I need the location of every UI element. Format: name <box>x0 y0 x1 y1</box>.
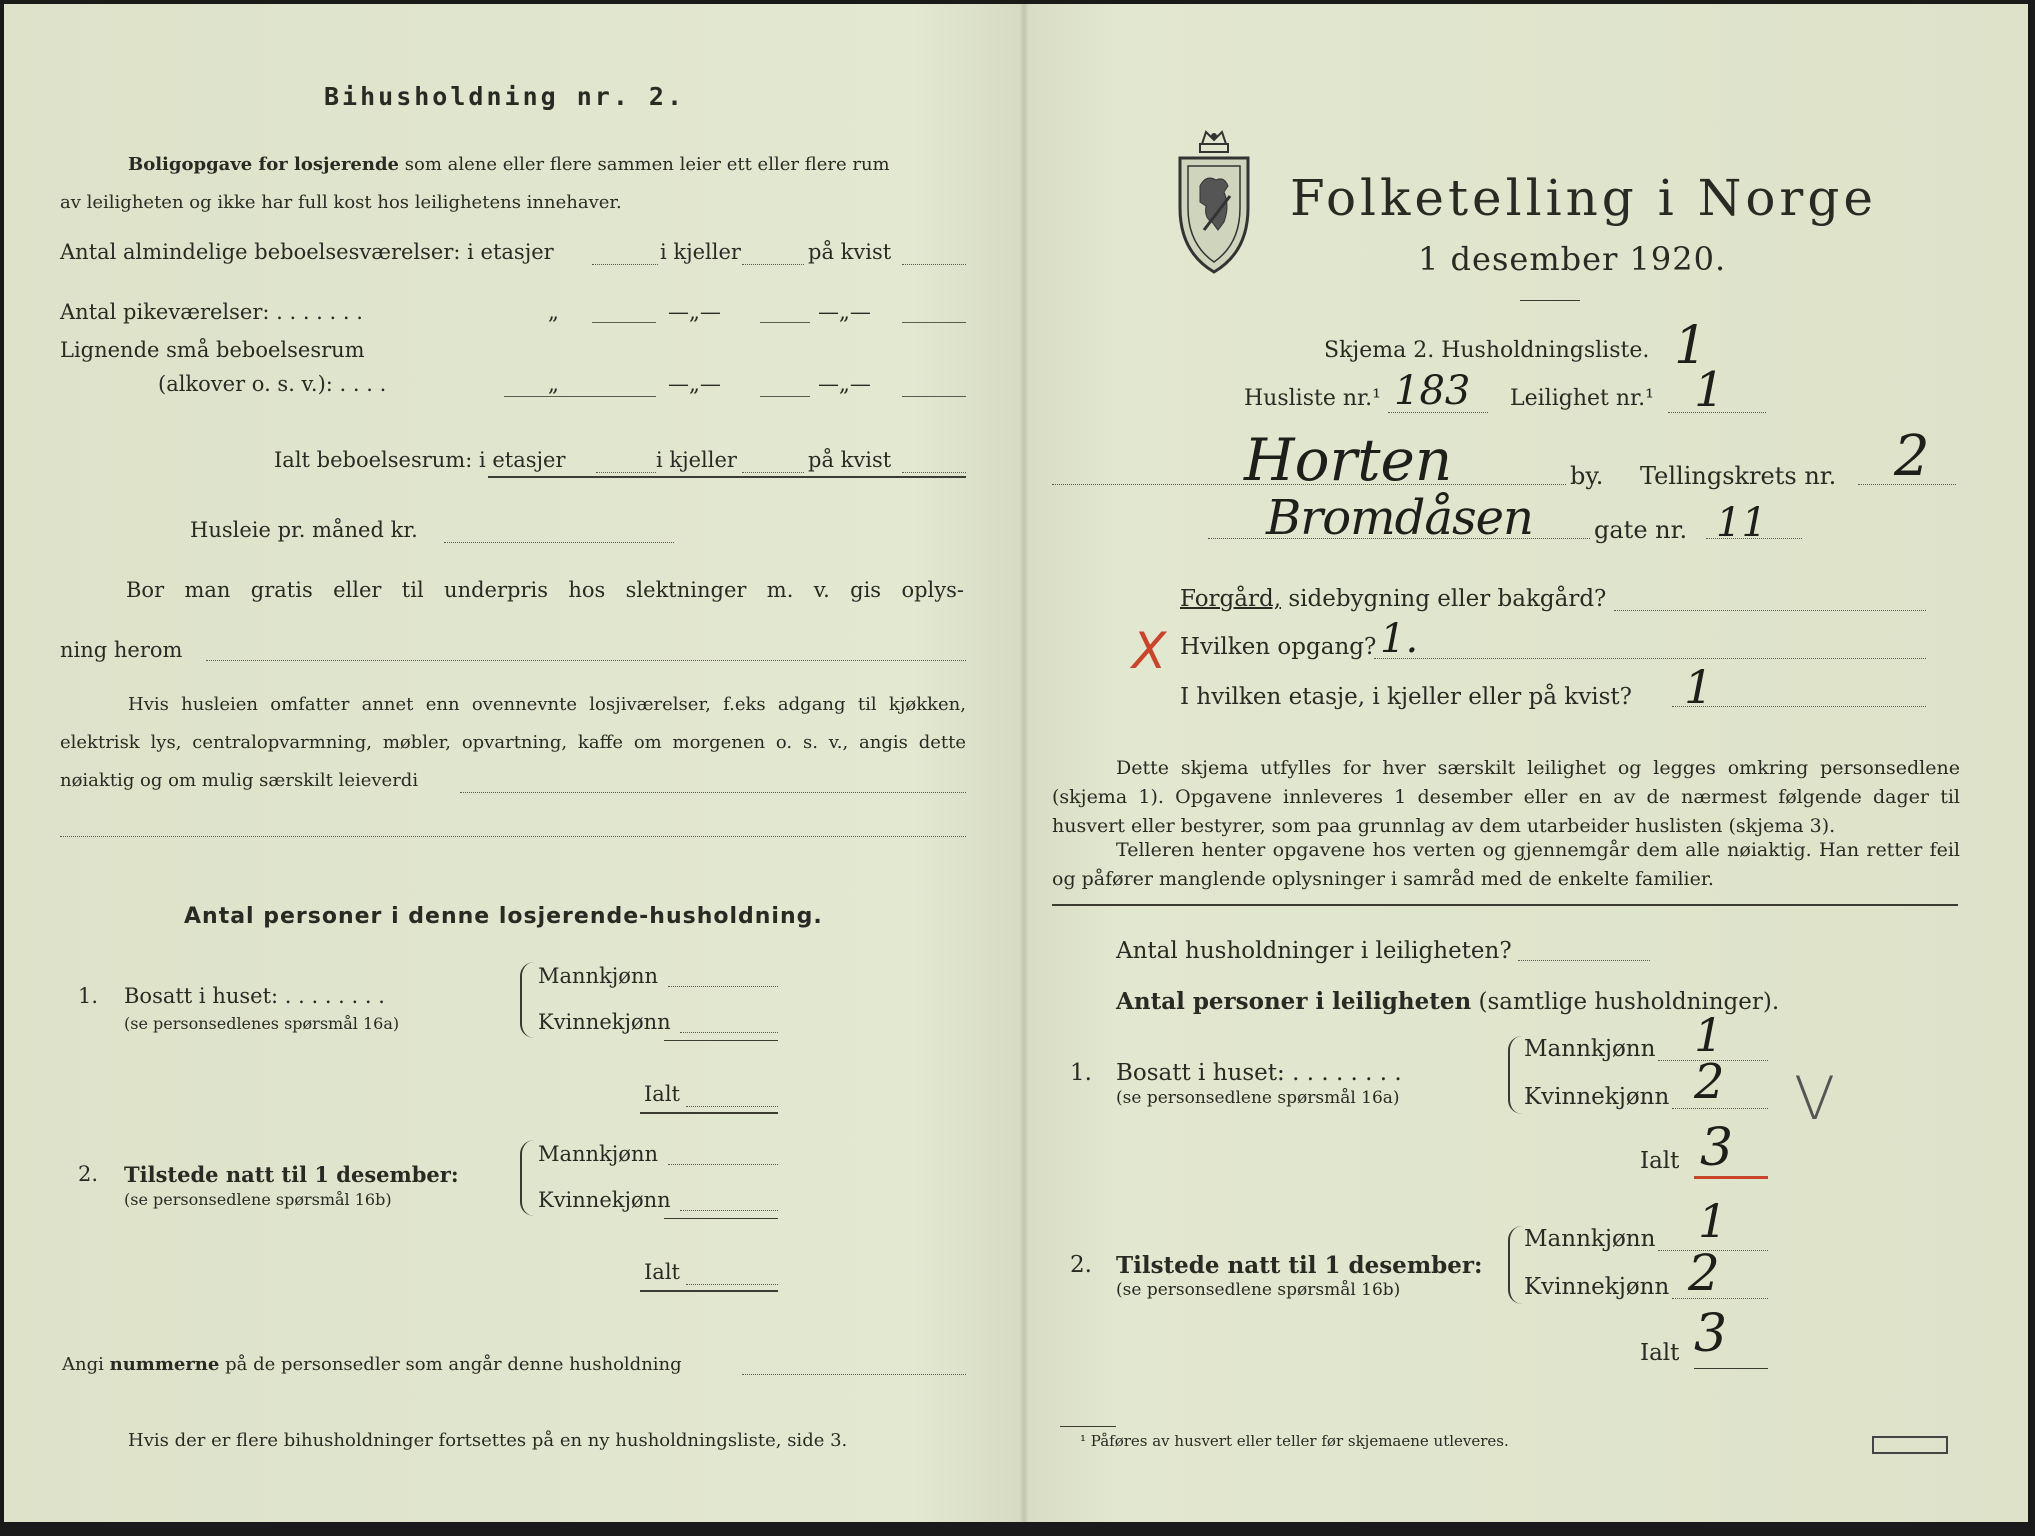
ialt-kjeller-line[interactable] <box>742 472 804 473</box>
right-q1-ialt-red-underline <box>1694 1176 1768 1179</box>
left-q2-ialt-rule <box>640 1290 778 1292</box>
gate-nr-value[interactable]: 11 <box>1716 500 1767 546</box>
right-q2-mann-value[interactable]: 1 <box>1698 1194 1728 1248</box>
forgard-line[interactable] <box>1614 610 1926 611</box>
angi-rest: på de personsedler som angår denne husholdning <box>225 1354 682 1375</box>
right-q2-kvinne-value[interactable]: 2 <box>1688 1244 1720 1302</box>
gratis-line-1: Bor man gratis eller til underpris hos slektninger m. v. gis oplys- <box>126 578 964 602</box>
households-line[interactable] <box>1518 960 1650 961</box>
opgang-value[interactable]: 1. <box>1380 616 1419 662</box>
ialt-kvist-line[interactable] <box>902 472 966 473</box>
right-q1-brace <box>1508 1036 1522 1114</box>
skjema-label: Skjema 2. Husholdningsliste. <box>1324 338 1650 363</box>
angi-bold: nummerne <box>109 1354 220 1375</box>
small-ditto-kjeller: —„— <box>668 372 721 396</box>
right-q1-kvinne-label: Kvinnekjønn <box>1524 1084 1670 1110</box>
leilighet-label: Leilighet nr.¹ <box>1510 386 1654 411</box>
intro-line-2: av leiligheten og ikke har full kost hos leilighetens innehaver. <box>60 192 622 213</box>
small-kjeller-line[interactable] <box>760 396 810 397</box>
rooms-kvist: på kvist <box>808 240 892 264</box>
right-q2-kvinne-label: Kvinnekjønn <box>1524 1274 1670 1300</box>
rooms-kjeller: i kjeller <box>660 240 741 264</box>
krets-value[interactable]: 2 <box>1894 424 1930 489</box>
krets-label: Tellingskrets nr. <box>1640 462 1837 490</box>
rent-label: Husleie pr. måned kr. <box>190 518 418 542</box>
etasje-line[interactable] <box>1672 706 1926 707</box>
right-q2-kvinne-line <box>1672 1298 1768 1299</box>
left-q2-kvinne-label: Kvinnekjønn <box>538 1188 671 1212</box>
small-ditto-kvist: —„— <box>818 372 871 396</box>
printer-stamp-icon <box>1872 1436 1948 1454</box>
pike-etasjer-line[interactable] <box>592 322 656 323</box>
ialt-etasjer-line[interactable] <box>596 472 656 473</box>
footnote-rule <box>1060 1426 1116 1427</box>
right-q2-ialt-rule <box>1694 1368 1768 1369</box>
right-q2-sub: (se personsedlene spørsmål 16b) <box>1116 1280 1401 1300</box>
left-q2-ialt-line[interactable] <box>686 1284 778 1285</box>
households-label: Antal husholdninger i leiligheten? <box>1116 938 1512 964</box>
left-persons-heading: Antal personer i denne losjerende-husholdning. <box>184 904 823 929</box>
right-persons-bold: Antal personer i leiligheten <box>1116 988 1472 1015</box>
right-q1-label: Bosatt i huset: . . . . . . . . <box>1116 1060 1402 1086</box>
right-q2-label: Tilstede natt til 1 desember: <box>1116 1252 1483 1279</box>
pike-ditto-kjeller: —„— <box>668 300 721 324</box>
includes-extra-line[interactable] <box>60 836 966 837</box>
pike-kvist-line[interactable] <box>902 322 966 323</box>
instructions-2: Telleren henter opgavene hos verten og gjennemgår dem alle nøiaktig. Han retter feil og påfører manglende oplysninger i samråd med de enkelte familier. <box>1052 839 1960 890</box>
right-q1-sub: (se personsedlene spørsmål 16a) <box>1116 1088 1400 1108</box>
small-rooms-label-1: Lignende små beboelsesrum <box>60 338 365 362</box>
intro-bold: Boligopgave for losjerende <box>128 154 400 175</box>
pike-label: Antal pikeværelser: . . . . . . . <box>60 300 363 324</box>
by-line <box>1052 484 1566 485</box>
right-q1-num: 1. <box>1070 1060 1092 1086</box>
right-q2-ialt-label: Ialt <box>1640 1340 1680 1366</box>
form-title: Folketelling i Norge <box>1290 169 1877 227</box>
right-q2-ialt-value[interactable]: 3 <box>1694 1304 1728 1364</box>
etasje-label: I hvilken etasje, i kjeller eller på kvist? <box>1180 684 1632 710</box>
title-rule <box>1520 300 1580 301</box>
right-check-mark: V <box>1794 1064 1836 1134</box>
intro-rest: som alene eller flere sammen leier ett eller flere rum <box>404 154 890 175</box>
left-heading: Bihusholdning nr. 2. <box>324 82 686 111</box>
angi-pre: Angi <box>62 1354 104 1375</box>
right-q1-mann-value[interactable]: 1 <box>1694 1008 1724 1062</box>
husliste-line <box>1388 412 1488 413</box>
page-fold <box>1020 4 1028 1522</box>
right-q1-ialt-value[interactable]: 3 <box>1700 1118 1734 1178</box>
by-value[interactable]: Horten <box>1244 426 1453 494</box>
pike-kjeller-line[interactable] <box>760 322 810 323</box>
small-rooms-label-2: (alkover o. s. v.): . . . . <box>158 372 387 396</box>
left-q1-label: Bosatt i huset: . . . . . . . . <box>124 984 385 1008</box>
right-q2-num: 2. <box>1070 1252 1092 1278</box>
right-q2-brace <box>1508 1226 1522 1304</box>
left-q1-sum-rule <box>664 1040 778 1041</box>
husliste-label: Husliste nr.¹ <box>1244 386 1381 411</box>
gate-label: gate nr. <box>1594 516 1688 544</box>
gate-nr-line <box>1706 538 1802 539</box>
gate-value[interactable]: Bromdåsen <box>1266 490 1533 546</box>
left-q2-num: 2. <box>78 1162 99 1186</box>
left-q1-mann-label: Mannkjønn <box>538 964 659 988</box>
angi-field-line[interactable] <box>742 1374 966 1375</box>
skjema-mark: 1 <box>1674 316 1708 376</box>
left-q1-ialt-line[interactable] <box>686 1106 778 1107</box>
left-q1-ialt-rule <box>640 1112 778 1114</box>
includes-line-1: Hvis husleien omfatter annet enn ovennevnte losjiværelser, f.eks adgang til kjøkken, <box>128 694 966 715</box>
rent-line[interactable] <box>444 542 674 543</box>
forgard-row <box>1180 586 1606 614</box>
coat-of-arms-icon <box>1174 126 1254 276</box>
opgang-line[interactable] <box>1374 658 1926 659</box>
right-q1-ialt-label: Ialt <box>1640 1148 1680 1174</box>
angi-line <box>62 1354 682 1376</box>
left-q2-kvinne-line[interactable] <box>680 1210 778 1211</box>
leilighet-value[interactable]: 1 <box>1694 362 1725 418</box>
left-q2-brace <box>520 1140 534 1216</box>
right-q1-mann-label: Mannkjønn <box>1524 1036 1656 1062</box>
left-q1-kvinne-label: Kvinnekjønn <box>538 1010 671 1034</box>
rooms-kjeller-line[interactable] <box>742 264 804 265</box>
includes-line-2: elektrisk lys, centralopvarmning, møbler, opvartning, kaffe om morgenen o. s. v., angis dette <box>60 732 966 753</box>
red-x-mark: X <box>1132 622 1167 680</box>
gate-line <box>1208 538 1590 539</box>
intro-line-1 <box>128 154 890 176</box>
rooms-label: Antal almindelige beboelsesværelser: i etasjer <box>60 240 554 264</box>
includes-line[interactable] <box>460 792 966 793</box>
rooms-etasjer-line[interactable] <box>592 264 658 265</box>
pike-ditto: „ <box>548 300 559 324</box>
gratis-line[interactable] <box>206 660 966 661</box>
left-q1-ialt-label: Ialt <box>644 1082 680 1106</box>
right-q2-mann-label: Mannkjønn <box>1524 1226 1656 1252</box>
ialt-rooms-label: Ialt beboelsesrum: i etasjer <box>274 448 566 472</box>
small-ditto: „ <box>548 372 559 396</box>
etasje-value[interactable]: 1 <box>1684 660 1714 714</box>
left-q2-mann-label: Mannkjønn <box>538 1142 659 1166</box>
left-q1-brace <box>520 962 534 1038</box>
right-q1-kvinne-value[interactable]: 2 <box>1694 1054 1725 1110</box>
left-q1-kvinne-line[interactable] <box>680 1032 778 1033</box>
pike-ditto-kvist: —„— <box>818 300 871 324</box>
ialt-kvist: på kvist <box>808 448 892 472</box>
ialt-kjeller: i kjeller <box>656 448 737 472</box>
left-q2-sum-rule <box>664 1218 778 1219</box>
small-etasjer-line[interactable] <box>504 396 656 397</box>
instructions-rule <box>1052 904 1958 906</box>
rooms-kvist-line[interactable] <box>902 264 966 265</box>
gratis-line-2: ning herom <box>60 638 183 662</box>
by-label: by. <box>1570 462 1604 490</box>
left-q2-sub: (se personsedlene spørsmål 16b) <box>124 1190 392 1209</box>
left-q1-sub: (se personsedlenes spørsmål 16a) <box>124 1014 400 1033</box>
right-persons-rest: (samtlige husholdninger). <box>1478 989 1780 1015</box>
leilighet-line <box>1668 412 1766 413</box>
left-q1-mann-line[interactable] <box>668 986 778 987</box>
small-kvist-line[interactable] <box>902 396 966 397</box>
form-date: 1 desember 1920. <box>1418 240 1727 278</box>
ialt-underline <box>488 476 966 478</box>
left-q2-mann-line[interactable] <box>668 1164 778 1165</box>
left-q1-num: 1. <box>78 984 99 1008</box>
right-q1-kvinne-line <box>1672 1108 1768 1109</box>
census-form <box>4 4 2028 1522</box>
krets-line <box>1858 484 1956 485</box>
opgang-label: Hvilken opgang? <box>1180 634 1377 660</box>
instructions-1: Dette skjema utfylles for hver særskilt leilighet og legges omkring personsedlene (skjema 1). Opgavene innleveres 1 desember eller en av de nærmest følgende dager til husvert eller bestyrer, som paa grunnlag av dem utarbeider huslisten (skjema 3). <box>1052 757 1960 837</box>
left-footer: Hvis der er flere bihusholdninger fortsettes på en ny husholdningsliste, side 3. <box>128 1430 848 1451</box>
husliste-value[interactable]: 183 <box>1394 368 1471 414</box>
footnote: ¹ Påføres av husvert eller teller før skjemaene utleveres. <box>1080 1432 1509 1450</box>
right-persons-heading <box>1116 988 1779 1017</box>
left-q2-label: Tilstede natt til 1 desember: <box>124 1162 459 1187</box>
forgard-rest: sidebygning eller bakgård? <box>1288 586 1607 612</box>
includes-line-3: nøiaktig og om mulig særskilt leieverdi <box>60 770 419 791</box>
left-q2-ialt-label: Ialt <box>644 1260 680 1284</box>
forgard-label[interactable]: Forgård, <box>1180 586 1282 612</box>
